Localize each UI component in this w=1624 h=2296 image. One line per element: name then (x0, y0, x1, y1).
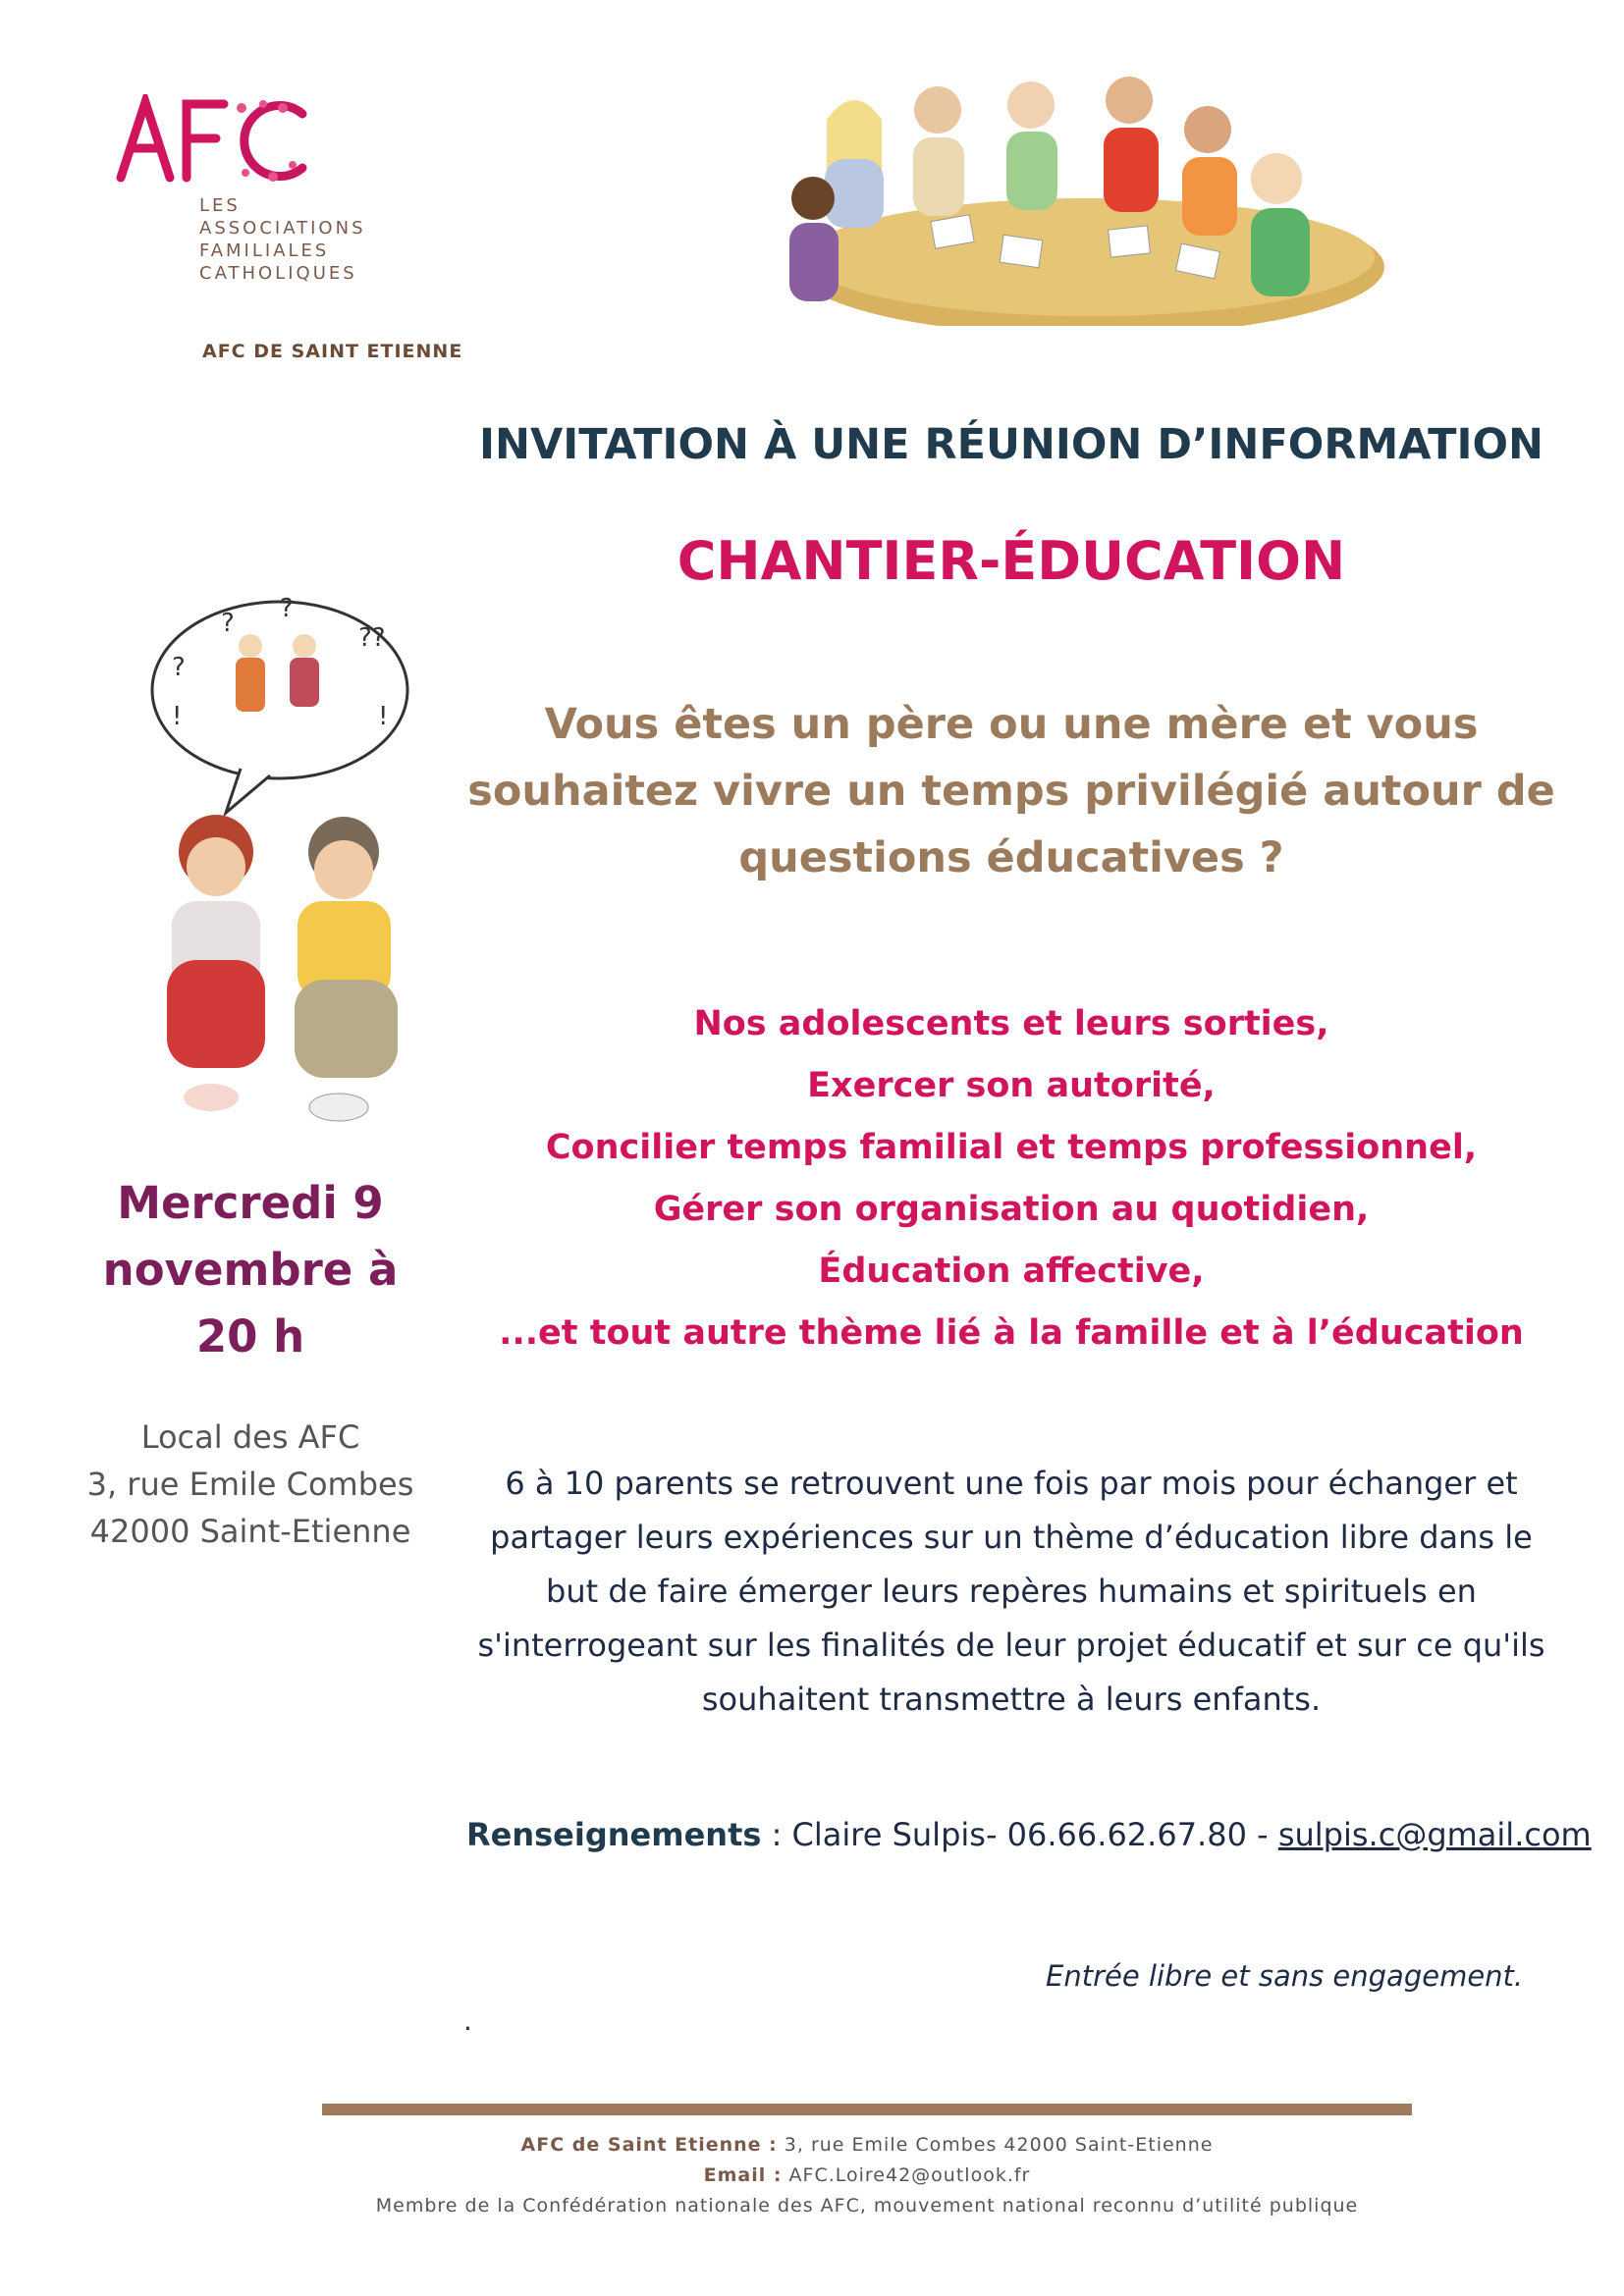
question-line: questions éducatives ? (738, 833, 1284, 882)
description-line: partager leurs expériences sur un thème d’éducation libre dans le (490, 1519, 1533, 1556)
topic-item: Exercer son autorité, (807, 1066, 1216, 1105)
topic-item: Gérer son organisation au quotidien, (653, 1190, 1370, 1229)
footer-org-label: AFC de Saint Etienne : (520, 2134, 778, 2156)
footer-email-value[interactable]: AFC.Loire42@outlook.fr (782, 2164, 1031, 2186)
topic-item: Concilier temps familial et temps professionnel, (545, 1128, 1478, 1167)
contact-text: : Claire Sulpis- 06.66.62.67.80 - (761, 1816, 1278, 1853)
afc-logo (116, 94, 312, 183)
footer-email-label: Email : (703, 2164, 783, 2186)
logo-sub-line: LES (199, 195, 241, 216)
logo-sub-line: ASSOCIATIONS (199, 218, 366, 239)
address-line: 42000 Saint-Etienne (89, 1513, 411, 1550)
event-date (69, 1170, 432, 1370)
address-line: Local des AFC (140, 1418, 360, 1456)
stray-dot: . (463, 2004, 472, 2037)
svg-text:??: ?? (358, 623, 386, 653)
local-chapter-name: AFC DE SAINT ETIENNE (202, 341, 463, 362)
date-line: 20 h (195, 1310, 305, 1362)
topic-item: ...et tout autre thème lié à la famille et à l’éducation (499, 1313, 1524, 1353)
topics-list (461, 993, 1561, 1364)
page-title: INVITATION À UNE RÉUNION D’INFORMATION (478, 420, 1544, 469)
question-line: Vous êtes un père ou une mère et vous (544, 700, 1479, 749)
parents-illustration (133, 587, 427, 1137)
description-line: but de faire émerger leurs repères humains et spirituels en (546, 1573, 1477, 1610)
footer-email-line (322, 2161, 1412, 2191)
description-line: souhaitent transmettre à leurs enfants. (701, 1681, 1322, 1718)
footer-address-line (322, 2130, 1412, 2161)
footer (322, 2130, 1412, 2221)
footer-rule (322, 2104, 1412, 2115)
logo-subtitle (199, 194, 366, 285)
contact-label: Renseignements (466, 1816, 762, 1853)
svg-text:?: ? (280, 594, 294, 623)
footer-membership: Membre de la Confédération nationale des AFC, mouvement national reconnu d’utilité publique (375, 2195, 1359, 2216)
logo-sub-line: FAMILIALES (199, 240, 330, 261)
question-line: souhaitez vivre un temps privilégié autour de (467, 767, 1555, 816)
meeting-illustration (766, 61, 1394, 326)
svg-text:?: ? (172, 653, 186, 682)
logo-sub-line: CATHOLIQUES (199, 263, 357, 284)
date-line: Mercredi 9 (117, 1177, 384, 1229)
footer-org-address: 3, rue Emile Combes 42000 Saint-Etienne (777, 2134, 1214, 2156)
description (461, 1457, 1561, 1727)
contact-email-link[interactable]: sulpis.c@gmail.com (1277, 1816, 1592, 1853)
topic-item: Éducation affective, (818, 1252, 1205, 1291)
date-line: novembre à (102, 1244, 399, 1296)
svg-text:!: ! (172, 702, 183, 731)
event-address (69, 1414, 432, 1555)
contact-info (466, 1816, 1592, 1853)
entry-note: Entrée libre et sans engagement. (1046, 1959, 1524, 1993)
topic-item: Nos adolescents et leurs sorties, (693, 1004, 1329, 1043)
intro-question (461, 691, 1561, 891)
description-line: s'interrogeant sur les finalités de leur projet éducatif et sur ce qu'ils (477, 1627, 1545, 1664)
address-line: 3, rue Emile Combes (86, 1466, 414, 1503)
page-subtitle: CHANTIER-ÉDUCATION (677, 530, 1346, 592)
svg-text:!: ! (378, 702, 389, 731)
svg-text:?: ? (221, 609, 235, 638)
description-line: 6 à 10 parents se retrouvent une fois par mois pour échanger et (505, 1465, 1518, 1502)
